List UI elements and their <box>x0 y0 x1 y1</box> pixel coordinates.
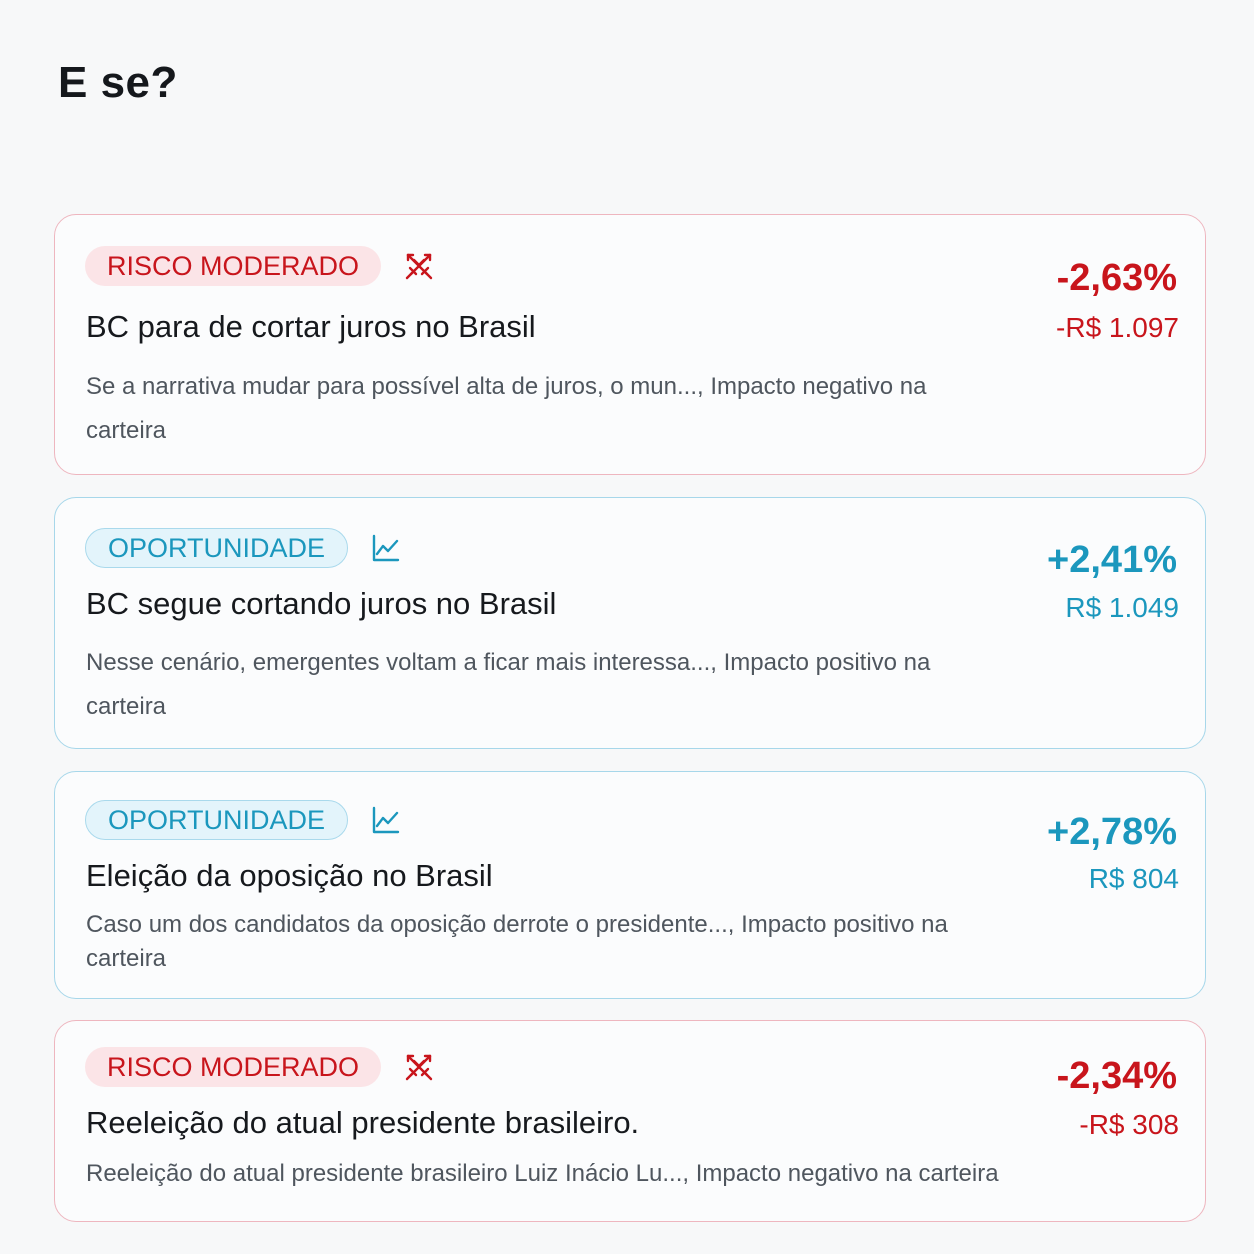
scenario-title: BC para de cortar juros no Brasil <box>86 309 536 344</box>
scenario-description: Nesse cenário, emergentes voltam a ficar mais interessa..., Impacto positivo na carteira <box>86 649 931 720</box>
risk-badge: RISCO MODERADO <box>85 1047 381 1087</box>
impact-percent: -2,34% <box>1056 1055 1177 1097</box>
impact-percent: +2,78% <box>1047 811 1177 853</box>
scenario-description: Caso um dos candidatos da oposição derrote o presidente..., Impacto positivo na carteira <box>86 911 948 972</box>
scenario-card[interactable] <box>54 1020 1206 1222</box>
line-chart-icon <box>370 532 402 564</box>
page-title: E se? <box>58 58 178 107</box>
scenario-title: Reeleição do atual presidente brasileiro. <box>86 1105 640 1140</box>
scenario-description: Se a narrativa mudar para possível alta de juros, o mun..., Impacto negativo na carteira <box>86 373 927 444</box>
crossed-swords-icon <box>403 250 435 282</box>
scenario-card[interactable] <box>54 497 1206 749</box>
crossed-swords-icon <box>403 1051 435 1083</box>
scenario-title: BC segue cortando juros no Brasil <box>86 586 557 621</box>
risk-badge: RISCO MODERADO <box>85 246 381 286</box>
scenario-card[interactable] <box>54 771 1206 999</box>
opportunity-badge: OPORTUNIDADE <box>85 528 348 568</box>
scenario-card[interactable] <box>54 214 1206 475</box>
impact-percent: -2,63% <box>1056 257 1177 299</box>
scenario-title: Eleição da oposição no Brasil <box>86 858 493 893</box>
line-chart-icon <box>370 804 402 836</box>
scenario-description: Reeleição do atual presidente brasileiro Luiz Inácio Lu..., Impacto negativo na carteira <box>86 1160 999 1187</box>
impact-amount: -R$ 1.097 <box>1056 312 1179 343</box>
opportunity-badge: OPORTUNIDADE <box>85 800 348 840</box>
impact-amount: -R$ 308 <box>1079 1109 1179 1140</box>
impact-amount: R$ 804 <box>1088 863 1179 894</box>
impact-amount: R$ 1.049 <box>1065 592 1179 623</box>
impact-percent: +2,41% <box>1047 539 1177 581</box>
